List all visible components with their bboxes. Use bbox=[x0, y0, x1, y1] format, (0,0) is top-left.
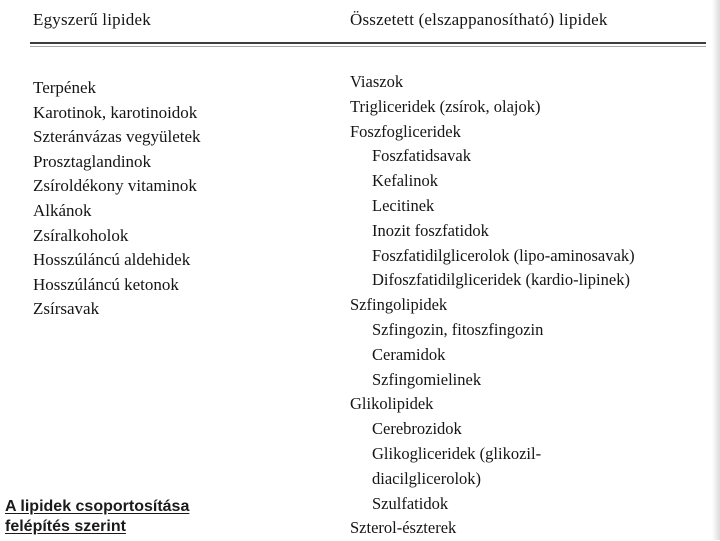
complex-lipid-subitem: diacilglicerolok) bbox=[372, 468, 482, 488]
complex-lipid-subitem: Foszfatidsavak bbox=[372, 146, 471, 166]
page-edge-shadow bbox=[712, 0, 720, 540]
lipid-grouping-caption-link[interactable] bbox=[5, 497, 255, 537]
complex-lipid-group: Viaszok bbox=[350, 72, 404, 91]
complex-lipid-subitem: Szfingozin, fitoszfingozin bbox=[372, 319, 544, 339]
complex-lipid-group: Szfingolipidek bbox=[350, 295, 448, 315]
header-divider bbox=[30, 42, 706, 44]
complex-lipid-subitem: Inozit foszfatidok bbox=[372, 220, 489, 240]
simple-lipid-item: Zsíroldékony vitaminok bbox=[33, 176, 197, 196]
simple-lipid-item: Zsírsavak bbox=[33, 299, 100, 319]
simple-lipid-item: Hosszúláncú ketonok bbox=[33, 274, 179, 294]
simple-lipid-item: Szteránvázas vegyületek bbox=[33, 127, 201, 147]
complex-lipid-group: Szterol-észterek bbox=[350, 518, 457, 538]
complex-lipid-subitem: Ceramidok bbox=[372, 344, 446, 364]
complex-lipid-group: Foszfogliceridek bbox=[350, 121, 461, 141]
header-divider-shadow bbox=[30, 46, 706, 47]
simple-lipid-item: Hosszúláncú aldehidek bbox=[33, 250, 191, 270]
complex-lipids-heading: Összetett (elszappanosítható) lipidek bbox=[350, 10, 608, 29]
simple-lipids-list bbox=[33, 76, 333, 322]
simple-lipid-item: Alkánok bbox=[33, 200, 92, 220]
complex-lipid-subitem: Lecitinek bbox=[372, 195, 435, 215]
simple-lipid-item: Zsíralkoholok bbox=[33, 225, 129, 245]
complex-lipid-subitem: Difoszfatidilgliceridek (kardio-lipinek) bbox=[372, 270, 630, 290]
caption-line-1: A lipidek csoportosítása bbox=[5, 498, 190, 515]
complex-lipid-group: Trigliceridek (zsírok, olajok) bbox=[350, 96, 541, 116]
complex-lipid-subitem: Szulfatidok bbox=[372, 493, 449, 513]
complex-lipid-subitem: Cerebrozidok bbox=[372, 419, 462, 439]
complex-lipids-list bbox=[350, 70, 710, 541]
complex-lipid-subitem: Kefalinok bbox=[372, 171, 438, 191]
simple-lipid-item: Prosztaglandinok bbox=[33, 151, 152, 171]
complex-lipid-subitem: Szfingomielinek bbox=[372, 369, 482, 389]
simple-lipids-heading: Egyszerű lipidek bbox=[33, 10, 151, 29]
complex-lipid-subitem: Glikogliceridek (glikozil- bbox=[372, 443, 542, 463]
simple-lipid-item: Terpének bbox=[33, 78, 96, 97]
caption-line-2: felépítés szerint bbox=[5, 518, 126, 535]
complex-lipid-subitem: Foszfatidilglicerolok (lipo-aminosavak) bbox=[372, 245, 635, 265]
simple-lipid-item: Karotinok, karotinoidok bbox=[33, 102, 198, 122]
complex-lipid-group: Glikolipidek bbox=[350, 394, 434, 414]
